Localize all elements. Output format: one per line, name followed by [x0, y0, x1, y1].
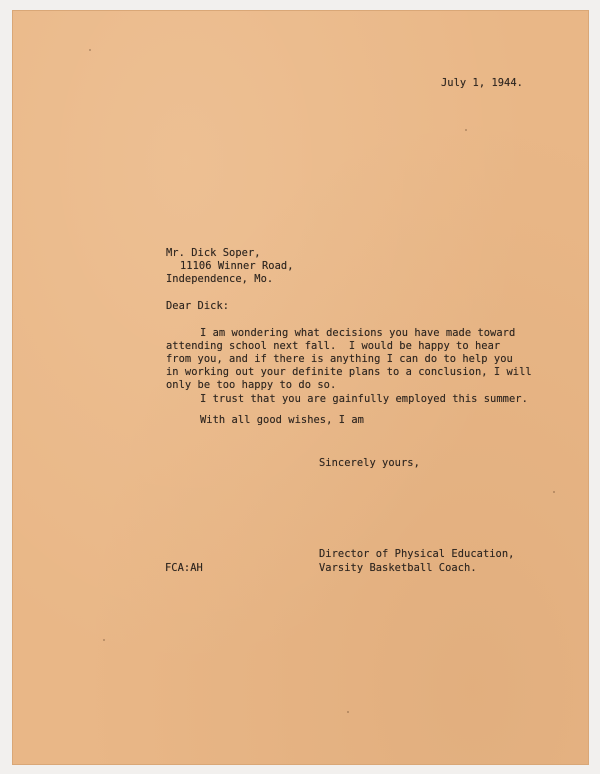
salutation: Dear Dick:: [166, 300, 230, 312]
body-paragraph-1-line-2: attending school next fall. I would be happy to hear: [166, 340, 501, 352]
signature-title-line-2: Varsity Basketball Coach.: [319, 562, 477, 574]
addressee-city: Independence, Mo.: [166, 273, 274, 285]
letter-date: July 1, 1944.: [441, 77, 523, 89]
paper-speck: [347, 711, 349, 713]
body-paragraph-1-line-5: only be too happy to do so.: [166, 379, 337, 391]
body-paragraph-1-line-4: in working out your definite plans to a conclusion, I will: [166, 366, 532, 378]
paper-speck: [103, 639, 105, 641]
signature-title-line-1: Director of Physical Education,: [319, 548, 515, 560]
reference-initials: FCA:AH: [165, 562, 203, 574]
addressee-street: 11106 Winner Road,: [180, 260, 294, 272]
paper-speck: [465, 129, 467, 131]
body-paragraph-2: I trust that you are gainfully employed this summer.: [200, 393, 528, 405]
complimentary-closing: Sincerely yours,: [319, 457, 420, 469]
body-paragraph-3: With all good wishes, I am: [200, 414, 364, 426]
paper-speck: [89, 49, 91, 51]
body-paragraph-1-line-3: from you, and if there is anything I can do to help you: [166, 353, 513, 365]
letter-page: [13, 11, 588, 764]
body-paragraph-1-line-1: I am wondering what decisions you have made toward: [200, 327, 516, 339]
paper-speck: [553, 491, 555, 493]
addressee-name: Mr. Dick Soper,: [166, 247, 261, 259]
